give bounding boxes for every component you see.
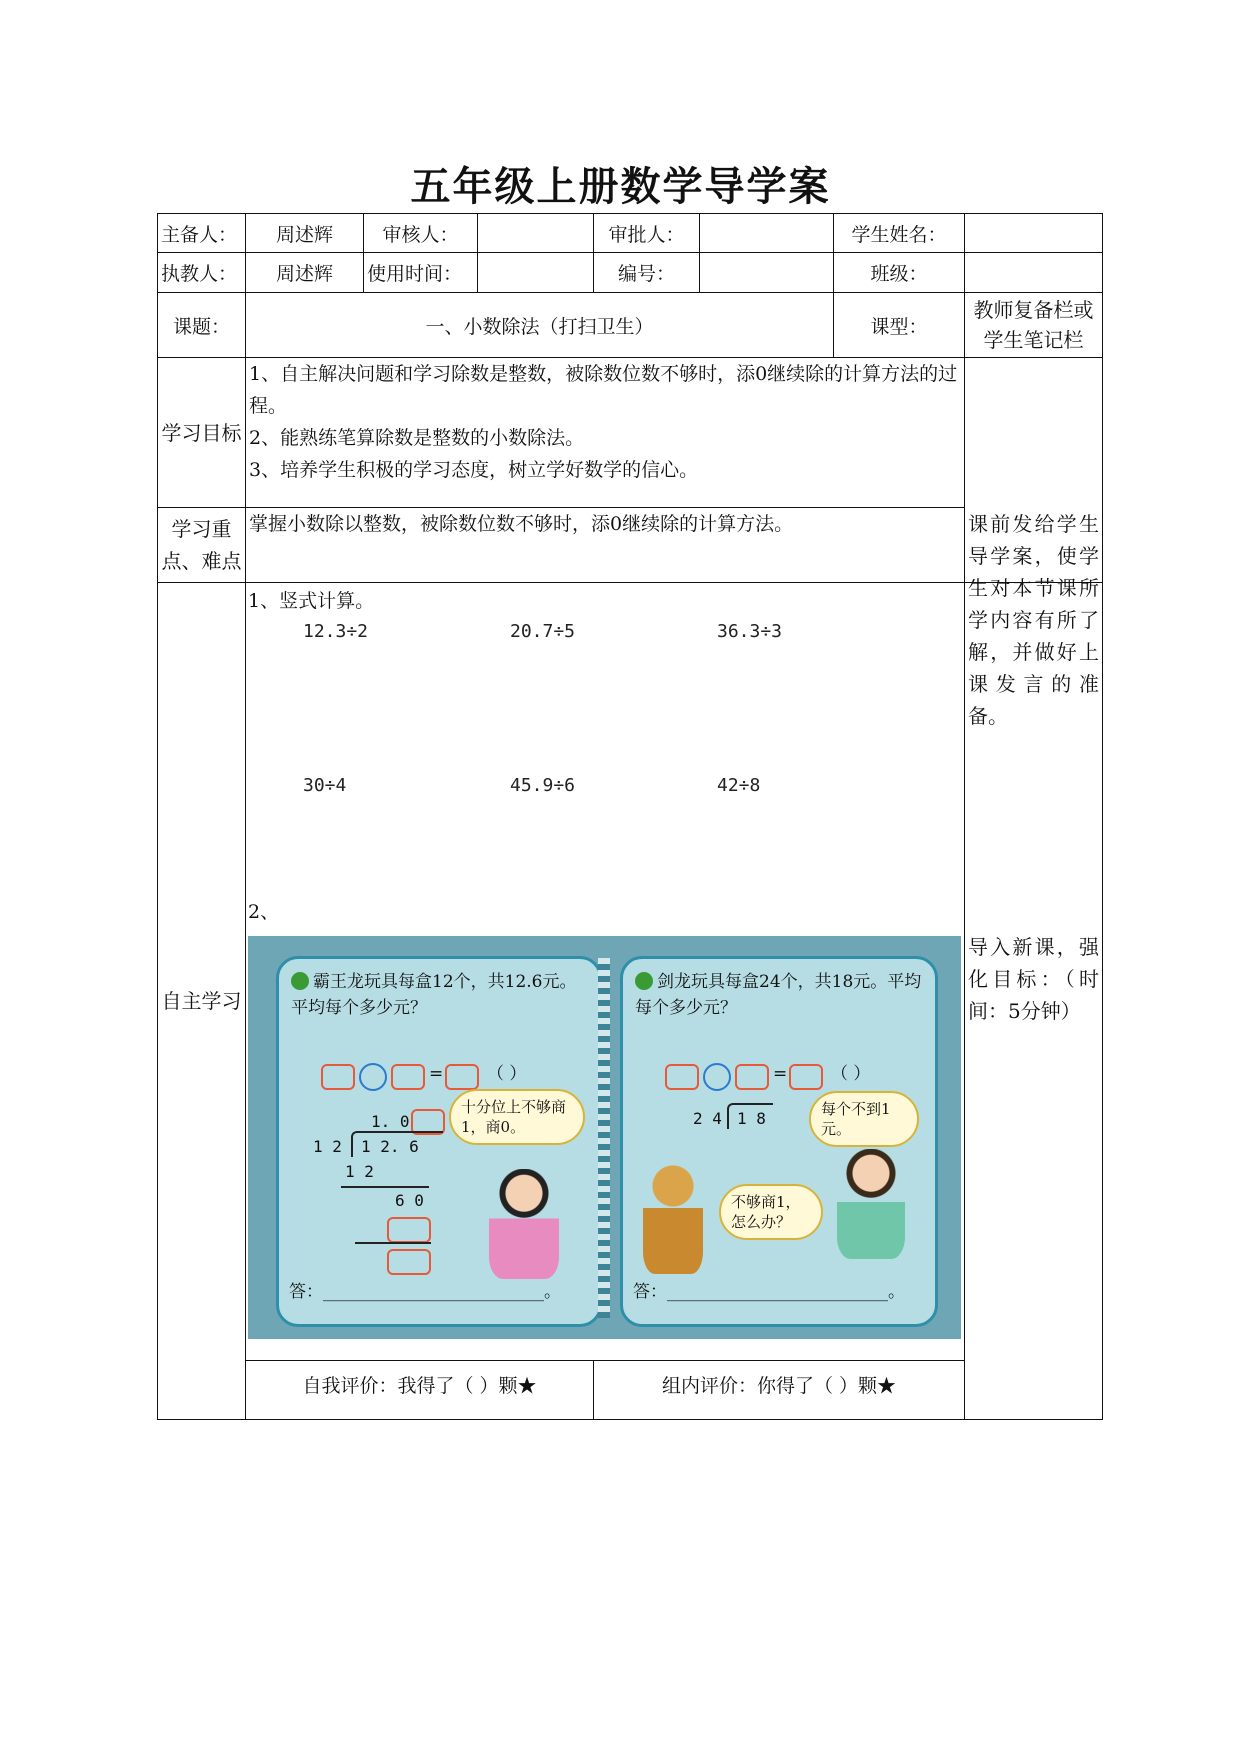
calc-item: 20.7÷5 <box>510 621 576 642</box>
quotient: 1. 0 <box>371 1112 410 1131</box>
spiral-binding <box>598 958 610 1318</box>
side-note-1 <box>965 358 1103 728</box>
topic-label: 课题： <box>158 293 246 358</box>
answer-line: 答：__________________________。 <box>289 1282 561 1302</box>
approver-value[interactable] <box>700 214 834 253</box>
type-label: 课型： <box>834 293 965 358</box>
number-label: 编号： <box>594 253 700 293</box>
teacher-label: 执教人： <box>158 253 246 293</box>
student-value[interactable] <box>965 214 1103 253</box>
self-evaluation: 自我评价：我得了（ ）颗★ <box>246 1361 594 1420</box>
self-study-label: 自主学习 <box>158 583 246 1420</box>
topic-value: 一、小数除法（打扫卫生） <box>246 293 834 358</box>
calc-row-2 <box>303 775 961 796</box>
calc-row-1 <box>303 621 961 642</box>
self-study-content <box>246 583 965 1361</box>
question-bubble: 不够商1，怎么办？ <box>719 1184 823 1240</box>
boy-figure <box>837 1149 905 1259</box>
page-title: 五年级上册数学导学案 <box>410 163 831 210</box>
right-page: 剑龙玩具每盒24个，共18元。平均每个多少元？ = （ ） 2 4 1 8 每个不到1元。 不够商1，怎么办？ 答：__________________________。 <box>620 956 938 1327</box>
group-evaluation: 组内评价：你得了（ ）颗★ <box>594 1361 965 1420</box>
class-label: 班级： <box>834 253 965 293</box>
q2-title: 2、 <box>248 901 280 923</box>
left-page: 霸王龙玩具每盒12个，共12.6元。平均每个多少元？ = （ ） 1. 0 1 2 1 2. 6 1 2 6 0 十分位上不够商1，商0。 答：__________________________。 <box>276 956 602 1327</box>
preparer-value: 周述辉 <box>246 214 364 253</box>
reviewer-label: 审核人： <box>364 214 478 253</box>
notes-header: 教师复备栏或学生笔记栏 <box>965 293 1103 358</box>
girl-figure <box>489 1169 559 1279</box>
goals-label: 学习目标 <box>158 358 246 508</box>
side-note-1-text: 课前发给学生导学案，使学生对本节课所学内容有所了解，并做好上课发言的准备。 <box>968 512 1099 728</box>
calc-item: 30÷4 <box>303 775 347 796</box>
left-problem: 霸王龙玩具每盒12个，共12.6元。平均每个多少元？ <box>291 972 577 1018</box>
textbook-photo <box>248 936 961 1339</box>
lesson-plan-table <box>157 213 1103 1420</box>
hint-bubble: 每个不到1元。 <box>809 1091 919 1147</box>
goal-item: 3、培养学生积极的学习态度，树立学好数学的信心。 <box>249 459 699 481</box>
goal-item: 2、能熟练笔算除数是整数的小数除法。 <box>249 427 585 449</box>
bullet-icon <box>291 972 309 990</box>
right-problem: 剑龙玩具每盒24个，共18元。平均每个多少元？ <box>635 972 922 1018</box>
bullet-icon <box>635 972 653 990</box>
hint-bubble: 十分位上不够商1，商0。 <box>449 1089 585 1145</box>
preparer-label: 主备人： <box>158 214 246 253</box>
approver-label: 审批人： <box>594 214 700 253</box>
calc-item: 12.3÷2 <box>303 621 369 642</box>
calc-item: 36.3÷3 <box>717 621 783 642</box>
dinosaur-figure <box>643 1164 703 1274</box>
goals-list <box>246 358 965 508</box>
reviewer-value[interactable] <box>478 214 594 253</box>
focus-label: 学习重点、难点 <box>158 508 246 583</box>
calc-item: 42÷8 <box>717 775 761 796</box>
answer-line: 答：__________________________。 <box>633 1282 905 1302</box>
time-value[interactable] <box>478 253 594 293</box>
focus-text: 掌握小数除以整数，被除数位数不够时，添0继续除的计算方法。 <box>246 508 965 583</box>
goal-item: 1、自主解决问题和学习除数是整数，被除数位数不够时，添0继续除的计算方法的过程。 <box>249 363 958 417</box>
q1-title: 1、竖式计算。 <box>248 590 375 612</box>
student-label: 学生姓名： <box>834 214 965 253</box>
calc-item: 45.9÷6 <box>510 775 576 796</box>
teacher-value: 周述辉 <box>246 253 364 293</box>
side-note-2-text: 导入新课，强化目标：（时间：5分钟） <box>968 935 1099 1023</box>
number-value[interactable] <box>700 253 834 293</box>
time-label: 使用时间： <box>364 253 478 293</box>
class-value[interactable] <box>965 253 1103 293</box>
